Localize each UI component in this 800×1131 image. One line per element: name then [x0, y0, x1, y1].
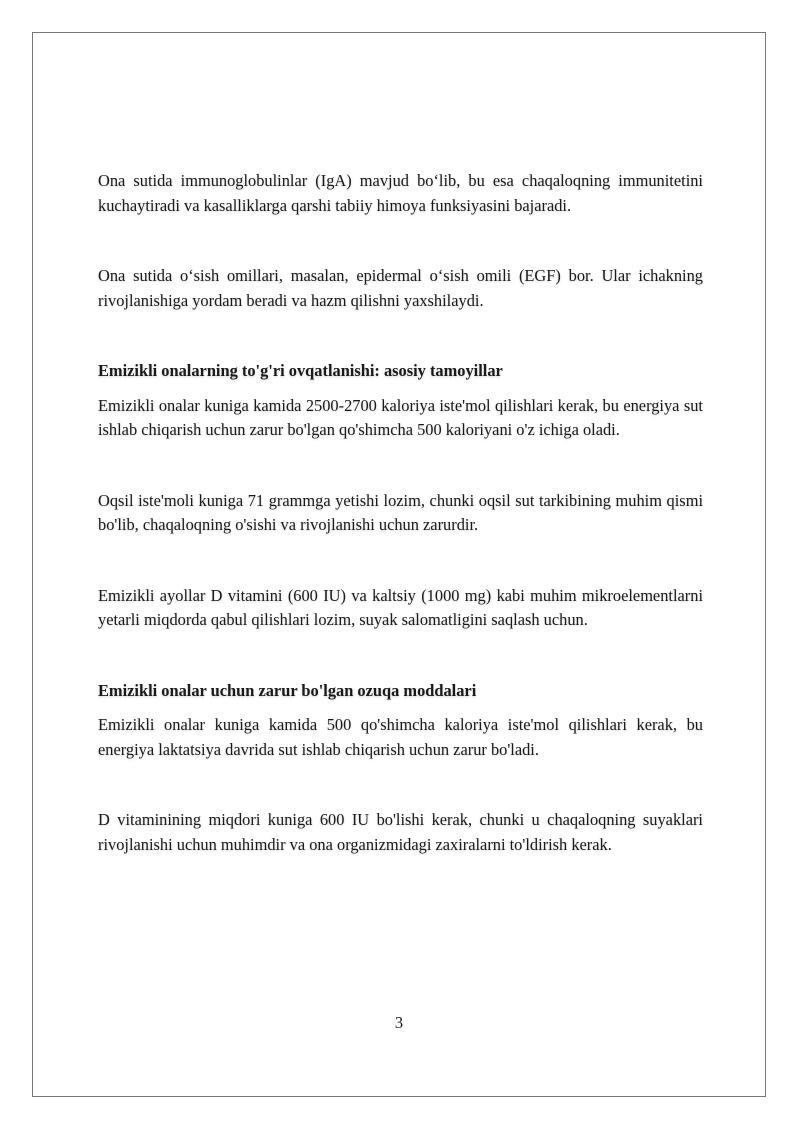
document-page — [32, 32, 766, 1097]
paragraph-vitamin-d-amount: D vitaminining miqdori kuniga 600 IU bo'lishi kerak, chunki u chaqaloqning suyaklari rivojlanishi uchun muhimdir va ona organizmidagi zaxiralarni to'ldirish kerak. — [98, 810, 703, 854]
paragraph-protein: Oqsil iste'moli kuniga 71 grammga yetishi lozim, chunki oqsil sut tarkibining muhim qismi bo'lib, chaqaloqning o'sishi va rivojlanishi uchun zarurdir. — [98, 490, 703, 534]
section-heading-nutrients: Emizikli onalar uchun zarur bo'lgan ozuqa moddalari — [98, 680, 477, 700]
page-number: 3 — [394, 1013, 404, 1032]
paragraph-extra-calories: Emizikli onalar kuniga kamida 500 qo'shimcha kaloriya iste'mol qilishlari kerak, bu energiya laktatsiya davrida sut ishlab chiqarish uchun zarur bo'ladi. — [98, 715, 703, 759]
page-content — [98, 169, 703, 857]
paragraph-calories: Emizikli onalar kuniga kamida 2500-2700 kaloriya iste'mol qilishlari kerak, bu energiya sut ishlab chiqarish uchun zarur bo'lgan qo'shimcha 500 kaloriyani o'z ichiga oladi. — [98, 395, 703, 439]
paragraph-growth-factors: Ona sutida o‘sish omillari, masalan, epidermal o‘sish omili (EGF) bor. Ular ichakning rivojlanishiga yordam beradi va hazm qilishni yaxshilaydi. — [98, 266, 703, 310]
paragraph-immunoglobulins: Ona sutida immunoglobulinlar (IgA) mavjud bo‘lib, bu esa chaqaloqning immunitetini kuchaytiradi va kasalliklarga qarshi tabiiy himoya funksiyasini bajaradi. — [98, 171, 703, 215]
paragraph-vitamin-d-calcium: Emizikli ayollar D vitamini (600 IU) va kaltsiy (1000 mg) kabi muhim mikroelementlarni yetarli miqdorda qabul qilishlari lozim, suyak salomatligini saqlash uchun. — [98, 585, 703, 629]
section-heading-nutrition-principles: Emizikli onalarning to'g'ri ovqatlanishi: asosiy tamoyillar — [98, 361, 503, 380]
